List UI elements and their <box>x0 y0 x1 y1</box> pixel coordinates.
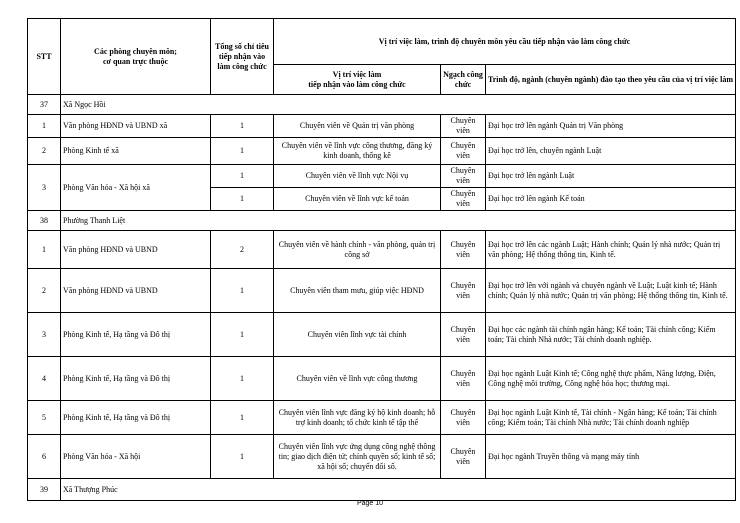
row-dept: Phòng Kinh tế, Hạ tầng và Đô thị <box>61 313 211 357</box>
row-dept: Văn phòng HĐND và UBND xã <box>61 115 211 138</box>
row-rank: Chuyên viên <box>441 435 486 479</box>
row-qualification: Đại học các ngành tài chính ngân hàng; Kế toán; Tài chính công; Kiểm toán; Tài chính Nhà nước; Tài chính doanh nghiệp. <box>486 313 736 357</box>
header-stt: STT <box>28 19 61 95</box>
recruitment-table <box>27 18 736 501</box>
row-position: Chuyên viên lĩnh vực đăng ký hộ kinh doanh; hỗ trợ kinh doanh; tổ chức kinh tế tập thể <box>274 401 441 435</box>
row-position: Chuyên viên về lĩnh vực công thương, đăng ký kinh doanh, thống kê <box>274 138 441 165</box>
row-stt: 3 <box>28 313 61 357</box>
row-position: Chuyên viên về lĩnh vực Nội vụ <box>274 165 441 188</box>
row-dept: Phòng Kinh tế xã <box>61 138 211 165</box>
row-position: Chuyên viên lĩnh vực tài chính <box>274 313 441 357</box>
header-total: Tổng số chỉ tiêu tiếp nhận vào làm công chức <box>211 19 274 95</box>
row-total: 1 <box>211 188 274 211</box>
table-row <box>28 138 736 165</box>
row-total: 1 <box>211 138 274 165</box>
row-total: 1 <box>211 313 274 357</box>
row-total: 1 <box>211 269 274 313</box>
row-stt: 5 <box>28 401 61 435</box>
row-total: 1 <box>211 357 274 401</box>
row-stt: 1 <box>28 231 61 269</box>
table-row <box>28 269 736 313</box>
row-rank: Chuyên viên <box>441 231 486 269</box>
section-name: Xã Ngọc Hồi <box>61 95 736 115</box>
row-stt: 1 <box>28 115 61 138</box>
page-number: Page 10 <box>356 500 384 507</box>
row-total: 1 <box>211 165 274 188</box>
row-qualification: Đại học trở lên các ngành Luật; Hành chính; Quản lý nhà nước; Quản trị văn phòng; Hệ thống thông tin, Kinh tế. <box>486 231 736 269</box>
table-row <box>28 357 736 401</box>
row-stt: 6 <box>28 435 61 479</box>
header-dept: Các phòng chuyên môn; cơ quan trực thuộc <box>61 19 211 95</box>
row-rank: Chuyên viên <box>441 138 486 165</box>
row-position: Chuyên viên tham mưu, giúp việc HĐND <box>274 269 441 313</box>
row-total: 1 <box>211 435 274 479</box>
table-row <box>28 435 736 479</box>
table-row <box>28 115 736 138</box>
row-rank: Chuyên viên <box>441 357 486 401</box>
row-rank: Chuyên viên <box>441 115 486 138</box>
section-row <box>28 95 736 115</box>
row-stt: 3 <box>28 165 61 211</box>
row-dept: Phòng Kinh tế, Hạ tầng và Đô thị <box>61 357 211 401</box>
row-qualification: Đại học ngành Luật Kinh tế, Tài chính - Ngân hàng; Kế toán; Tài chính công; Kiểm toán; Tài chính Nhà nước; Tài chính doanh nghiệp <box>486 401 736 435</box>
row-qualification: Đại học ngành Luật Kinh tế; Công nghệ thực phẩm, Năng lượng, Điện, Công nghệ môi trường, Công nghệ hóa học; thương mại. <box>486 357 736 401</box>
row-rank: Chuyên viên <box>441 313 486 357</box>
row-position: Chuyên viên về lĩnh vực kế toán <box>274 188 441 211</box>
section-number: 39 <box>28 479 61 501</box>
row-rank: Chuyên viên <box>441 188 486 211</box>
row-qualification: Đại học trở lên ngành Kế toán <box>486 188 736 211</box>
row-stt: 4 <box>28 357 61 401</box>
header-position: Vị trí việc làm tiếp nhận vào làm công chức <box>274 65 441 95</box>
row-position: Chuyên viên lĩnh vực ứng dụng công nghệ thông tin; giao dịch điện tử; chính quyền số; kinh tế số; xã hội số; chuyển đổi số. <box>274 435 441 479</box>
section-number: 38 <box>28 211 61 231</box>
row-dept: Phòng Văn hóa - Xã hội <box>61 435 211 479</box>
header-rank: Ngạch công chức <box>441 65 486 95</box>
row-qualification: Đại học trở lên ngành Quản trị Văn phòng <box>486 115 736 138</box>
row-dept: Phòng Văn hóa - Xã hội xã <box>61 165 211 211</box>
row-rank: Chuyên viên <box>441 401 486 435</box>
table-row <box>28 313 736 357</box>
section-number: 37 <box>28 95 61 115</box>
table-row <box>28 401 736 435</box>
row-stt: 2 <box>28 269 61 313</box>
row-dept: Văn phòng HĐND và UBND <box>61 231 211 269</box>
row-stt: 2 <box>28 138 61 165</box>
table-row <box>28 231 736 269</box>
section-name: Phường Thanh Liệt <box>61 211 736 231</box>
row-total: 1 <box>211 115 274 138</box>
table-header <box>28 19 736 95</box>
row-qualification: Đại học trở lên ngành Luật <box>486 165 736 188</box>
row-total: 1 <box>211 401 274 435</box>
row-position: Chuyên viên về hành chính - văn phòng, quản trị công sở <box>274 231 441 269</box>
section-name: Xã Thượng Phúc <box>61 479 736 501</box>
row-dept: Phòng Kinh tế, Hạ tầng và Đô thị <box>61 401 211 435</box>
row-rank: Chuyên viên <box>441 269 486 313</box>
row-qualification: Đại học trở lên, chuyên ngành Luật <box>486 138 736 165</box>
row-rank: Chuyên viên <box>441 165 486 188</box>
row-position: Chuyên viên về lĩnh vực công thương <box>274 357 441 401</box>
section-row <box>28 211 736 231</box>
row-total: 2 <box>211 231 274 269</box>
header-group: Vị trí việc làm, trình độ chuyên môn yêu cầu tiếp nhận vào làm công chức <box>274 19 736 65</box>
section-row <box>28 479 736 501</box>
row-dept: Văn phòng HĐND và UBND <box>61 269 211 313</box>
table-row <box>28 165 736 188</box>
row-position: Chuyên viên về Quản trị văn phòng <box>274 115 441 138</box>
header-qualification: Trình độ, ngành (chuyên ngành) đào tạo theo yêu cầu của vị trí việc làm <box>486 65 736 95</box>
row-qualification: Đại học ngành Truyền thông và mạng máy tính <box>486 435 736 479</box>
row-qualification: Đại học trở lên với ngành và chuyên ngành về Luật; Luật kinh tế; Hành chính; Quản lý nhà nước; Quản trị văn phòng; Hệ thống thông tin, Kinh tế. <box>486 269 736 313</box>
